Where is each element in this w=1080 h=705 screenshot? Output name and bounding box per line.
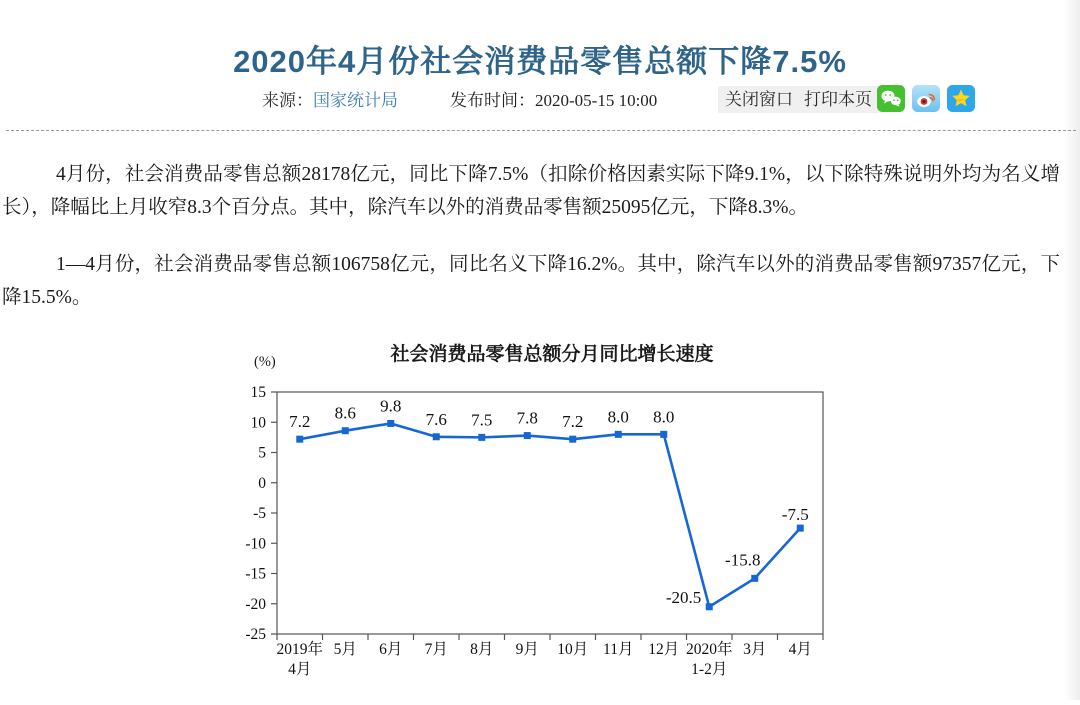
y-axis-tick-label: -25 bbox=[245, 626, 266, 643]
x-axis-tick-label: 4月 bbox=[288, 661, 312, 678]
x-axis-tick-label: 7月 bbox=[424, 641, 448, 658]
data-point-label: -7.5 bbox=[781, 505, 809, 525]
chart-unit-label: (%) bbox=[254, 354, 276, 370]
x-axis-tick-label: 11月 bbox=[603, 641, 634, 658]
data-point-marker bbox=[751, 575, 758, 582]
y-axis-tick-label: -15 bbox=[245, 565, 266, 583]
data-line bbox=[300, 423, 801, 606]
meta-row bbox=[0, 88, 1080, 116]
data-point-label: 7.2 bbox=[562, 412, 584, 432]
x-axis-tick-label: 9月 bbox=[515, 641, 539, 658]
data-point-label: -15.8 bbox=[725, 550, 761, 570]
x-axis-tick-label: 2020年 bbox=[685, 641, 733, 658]
article-paragraph: 1—4月份，社会消费品零售总额106758亿元，同比名义下降16.2%。其中，除汽车以外的消费品零售额97357亿元，下降15.5%。 bbox=[2, 254, 1060, 308]
data-point-marker bbox=[569, 436, 576, 443]
chart-title: 社会消费品零售总额分月同比增长速度 bbox=[390, 344, 714, 365]
data-point-label: -20.5 bbox=[665, 587, 702, 607]
x-axis-tick-label: 2019年 bbox=[276, 641, 324, 658]
y-axis-tick-label: 10 bbox=[250, 414, 266, 432]
data-point-label: 7.8 bbox=[516, 408, 538, 428]
data-point-marker bbox=[660, 431, 667, 438]
data-point-marker bbox=[706, 603, 713, 610]
x-axis-tick-label: 5月 bbox=[333, 641, 357, 658]
x-axis-tick-label: 1-2月 bbox=[691, 661, 728, 678]
data-point-marker bbox=[296, 436, 303, 443]
data-point-marker bbox=[615, 431, 622, 438]
x-axis-tick-label: 4月 bbox=[788, 641, 812, 658]
header-divider bbox=[6, 130, 1076, 131]
data-point-marker bbox=[478, 434, 485, 441]
source-label: 来源： bbox=[262, 91, 313, 110]
article-paragraph: 4月份，社会消费品零售总额28178亿元，同比下降7.5%（扣除价格因素实际下降9.1%，以下除特殊说明外均为名义增长），降幅比上月收窄8.3个百分点。其中，除汽车以外的消费品零售额25095亿元，下降8.3%。 bbox=[2, 164, 1060, 218]
close-window-button[interactable]: 关闭窗口 bbox=[718, 86, 800, 113]
data-point-marker bbox=[524, 432, 531, 439]
print-page-button[interactable]: 打印本页 bbox=[797, 86, 879, 113]
data-point-marker bbox=[342, 427, 349, 434]
share-icons bbox=[877, 85, 975, 112]
chart bbox=[230, 332, 890, 700]
wechat-icon[interactable] bbox=[877, 85, 905, 112]
data-point-label: 8.6 bbox=[334, 403, 356, 423]
publish-time-field bbox=[450, 88, 657, 114]
x-axis-tick-label: 12月 bbox=[648, 641, 680, 658]
source-link[interactable]: 国家统计局 bbox=[313, 91, 398, 110]
x-axis-tick-label: 10月 bbox=[557, 641, 589, 658]
data-point-label: 8.0 bbox=[653, 407, 675, 427]
data-point-marker bbox=[433, 433, 440, 440]
source-field bbox=[262, 88, 398, 114]
y-axis-tick-label: 5 bbox=[258, 444, 266, 462]
data-point-label: 7.6 bbox=[425, 409, 447, 429]
y-axis-tick-label: -5 bbox=[253, 505, 266, 522]
x-axis-tick-label: 8月 bbox=[470, 641, 494, 658]
y-axis-tick-label: -20 bbox=[245, 595, 266, 613]
data-point-label: 7.5 bbox=[471, 410, 493, 430]
data-point-label: 9.8 bbox=[380, 396, 402, 416]
data-point-marker bbox=[797, 525, 804, 532]
y-axis-tick-label: 15 bbox=[250, 384, 266, 401]
weibo-icon[interactable] bbox=[912, 85, 940, 112]
data-point-label: 8.0 bbox=[607, 407, 629, 427]
data-point-label: 7.2 bbox=[289, 412, 311, 432]
page-title: 2020年4月份社会消费品零售总额下降7.5% bbox=[233, 43, 847, 79]
qzone-icon[interactable] bbox=[947, 85, 975, 112]
article-body bbox=[2, 158, 1060, 314]
publish-time: 2020-05-15 10:00 bbox=[535, 91, 658, 110]
y-axis-tick-label: 0 bbox=[258, 474, 266, 492]
x-axis-tick-label: 6月 bbox=[379, 641, 403, 658]
y-axis-tick-label: -10 bbox=[245, 535, 266, 553]
publish-label: 发布时间： bbox=[450, 91, 535, 110]
line-chart bbox=[230, 332, 890, 700]
data-point-marker bbox=[387, 420, 394, 427]
x-axis-tick-label: 3月 bbox=[743, 641, 767, 658]
